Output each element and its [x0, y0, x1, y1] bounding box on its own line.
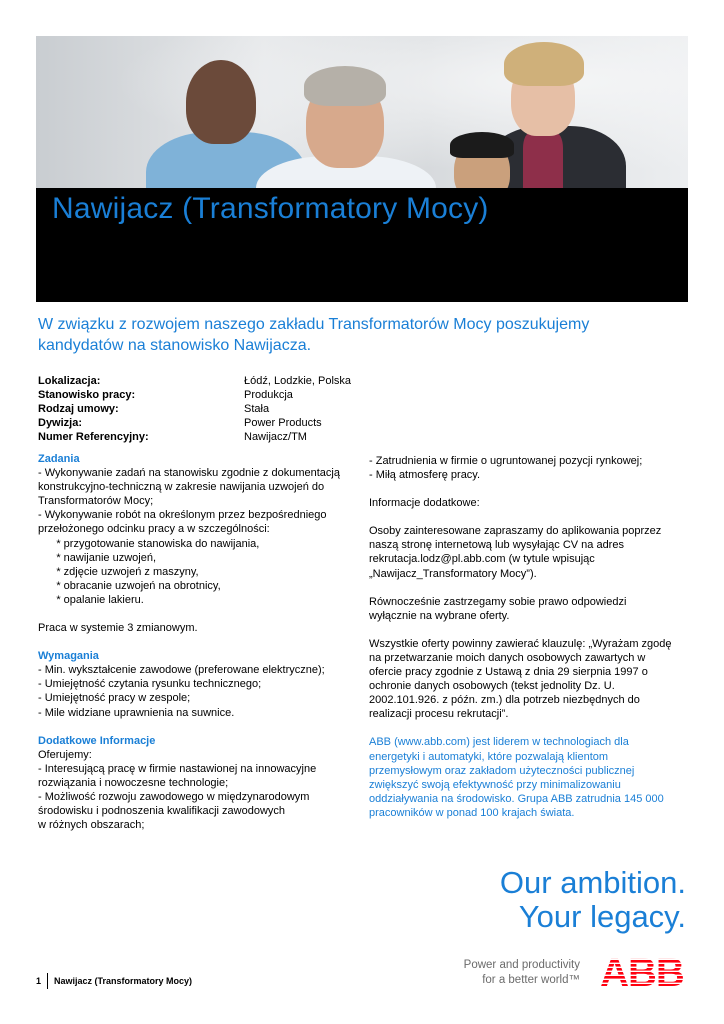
reserve-line: wyłącznie na wybrane oferty.: [369, 609, 510, 622]
fact-value: Stała: [244, 403, 270, 416]
requirements-line: - Umiejętność czytania rysunku technicznego;: [38, 678, 262, 691]
fact-value: Power Products: [244, 417, 322, 430]
about-abb-line: energetyki i automatyki, które pozwalają klientom: [369, 750, 609, 763]
tasks-line: konstrukcyjno-techniczną w zakresie nawijania uzwojeń do: [38, 481, 325, 494]
abb-tagline: [442, 958, 580, 988]
clause-line: 2002.101.926. z późn. zm.) dla potrzeb niezbędnych do: [369, 694, 640, 707]
fact-value: Łódź, Lodzkie, Polska: [244, 375, 352, 387]
clause-line: ochronie danych osobowych (tekst jednolity Dz. U.: [369, 680, 615, 693]
clause-line: realizacji procesu rekrutacji”.: [369, 708, 509, 721]
title-band: [36, 188, 688, 302]
tasks-line: * przygotowanie stanowiska do nawijania,: [38, 537, 260, 550]
about-abb-line: ABB (www.abb.com) jest liderem w technologiach dla: [369, 736, 629, 749]
clause-line: ofercie pracy zgodnie z Ustawą z dnia 29 sierpnia 1997 o: [369, 666, 648, 679]
requirements-line: - Mile widziane uprawnienia na suwnice.: [38, 706, 235, 719]
extra-info-line: środowisku i podnoszenia kwalifikacji zawodowych: [38, 805, 286, 818]
fact-label: Numer Referencyjny:: [38, 431, 149, 444]
apply-line: Osoby zainteresowane zapraszamy do aplikowania poprzez: [369, 525, 662, 538]
fact-row-contract: [38, 402, 351, 416]
reserve-line: Równocześnie zastrzegamy sobie prawo odpowiedzi: [369, 595, 627, 608]
apply-line: rekrutacja.lodz@pl.abb.com (w tytule wpisując: [369, 553, 595, 566]
person-3-shirt: [523, 132, 563, 188]
left-column: [38, 452, 348, 832]
fact-label: Dywizja:: [38, 417, 83, 430]
apply-line: „Nawijacz_Transformatory Mocy”).: [369, 567, 537, 580]
fact-value: Produkcja: [244, 389, 293, 402]
shift-note: Praca w systemie 3 zmianowym.: [38, 622, 198, 635]
tagline-line-1: Power and productivity: [463, 959, 580, 971]
fact-row-position: [38, 388, 351, 402]
apply-line: naszą stronę internetową lub wysyłając CV na adres: [369, 539, 624, 552]
tagline-line-2: for a better world™: [482, 974, 580, 986]
extra-info-line: Oferujemy:: [38, 748, 92, 761]
clause-line: na przetwarzanie moich danych osobowych zawartych w: [369, 651, 646, 664]
tasks-line: - Wykonywanie zadań na stanowisku zgodnie z dokumentacją: [38, 467, 340, 480]
extra-info-line: - Interesującą pracę w firmie nastawionej na innowacyjne: [38, 762, 317, 775]
fact-row-reference: [38, 430, 351, 444]
extra-info-heading: Dodatkowe Informacje: [38, 734, 156, 747]
extra-info-line: rozwiązania i nowoczesne technologie;: [38, 776, 229, 789]
tasks-line: przełożonego odcinku pracy a w szczególności:: [38, 523, 270, 536]
abb-logo: [595, 952, 690, 990]
person-3-hair: [504, 42, 584, 86]
person-4-hair: [450, 132, 514, 158]
footer-doc-title: Nawijacz (Transformatory Mocy): [54, 976, 193, 986]
slogan-line-2: Your legacy.: [518, 899, 686, 934]
extra-info-line: - Możliwość rozwoju zawodowego w międzynarodowym: [38, 790, 310, 803]
fact-label: Lokalizacja:: [38, 375, 101, 387]
fact-label: Rodzaj umowy:: [38, 403, 119, 416]
requirements-line: - Umiejętność pracy w zespole;: [38, 692, 191, 705]
tasks-line: * opalanie lakieru.: [38, 593, 144, 606]
fact-row-division: [38, 416, 351, 430]
requirements-line: - Min. wykształcenie zawodowe (preferowane elektryczne);: [38, 664, 325, 677]
about-abb-line: zwiększyć swoją efektywność przy minimalizowaniu: [369, 778, 621, 791]
person-1-head: [186, 60, 256, 144]
job-facts-table: [38, 374, 351, 444]
about-abb-line: przemysłowym oraz zakładom użyteczności publicznej: [369, 764, 635, 777]
hero-photo: [36, 36, 688, 188]
about-abb-line: pracowników w ponad 100 krajach świata.: [369, 806, 575, 819]
offer-line: - Zatrudnienia w firmie o ugruntowanej pozycji rynkowej;: [369, 455, 643, 467]
extra-info-line: w różnych obszarach;: [38, 819, 145, 832]
tasks-line: * obracanie uzwojeń na obrotnicy,: [38, 579, 221, 592]
tasks-heading: Zadania: [38, 453, 80, 465]
about-abb-line: oddziaływania na środowisko. Grupa ABB zatrudnia 145 000: [369, 792, 664, 805]
lead-paragraph: W związku z rozwojem naszego zakładu Transformatorów Mocy poszukujemy kandydatów na stanowisko Nawijacza.: [38, 316, 590, 354]
info-heading: Informacje dodatkowe:: [369, 497, 480, 510]
abb-logo-letters: ABB: [600, 952, 684, 990]
requirements-heading: Wymagania: [38, 650, 99, 663]
tasks-line: * zdjęcie uzwojeń z maszyny,: [38, 565, 199, 578]
person-2-hair: [304, 66, 386, 106]
fact-value: Nawijacz/TM: [244, 431, 307, 444]
footer-page-info: [36, 973, 192, 989]
right-column: [369, 454, 672, 820]
page-title: Nawijacz (Transformatory Mocy): [52, 192, 489, 225]
fact-row-location: [38, 374, 351, 388]
offer-line: - Miłą atmosferę pracy.: [369, 469, 481, 482]
slogan-line-1: Our ambition.: [499, 865, 686, 900]
fact-label: Stanowisko pracy:: [38, 389, 136, 402]
slogan: [500, 866, 686, 934]
tasks-line: * nawijanie uzwojeń,: [38, 551, 157, 564]
tasks-line: Transformatorów Mocy;: [38, 495, 154, 508]
page-number: 1: [36, 973, 48, 989]
tasks-line: - Wykonywanie robót na określonym przez bezpośredniego: [38, 509, 327, 522]
clause-line: Wszystkie oferty powinny zawierać klauzulę: „Wyrażam zgodę: [369, 637, 672, 650]
